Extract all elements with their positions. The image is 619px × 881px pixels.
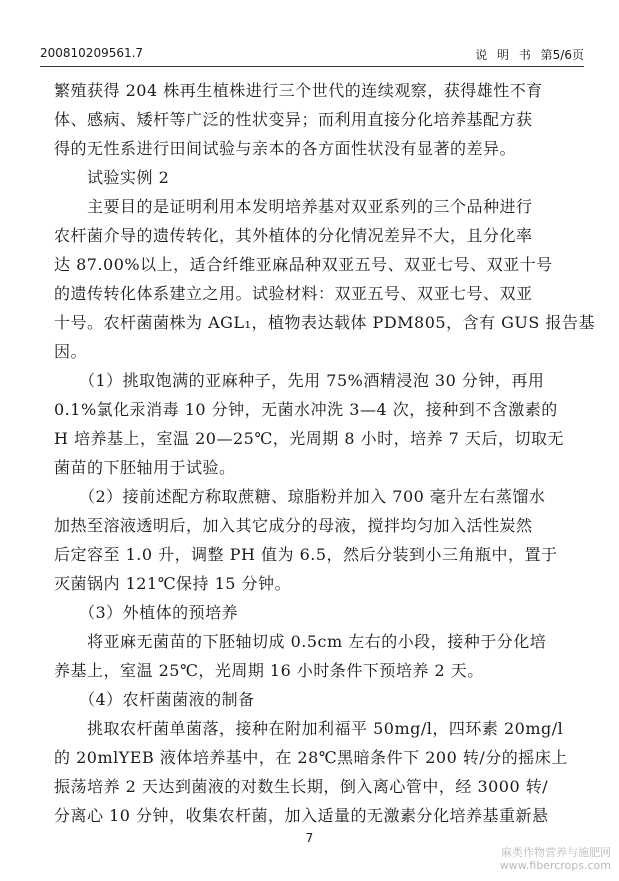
- text-line: 菌苗的下胚轴用于试验。: [54, 458, 236, 477]
- page-number: 7: [305, 831, 314, 845]
- text-line: （2）接前述配方称取蔗糖、琼脂粉并加入 700 毫升左右蒸馏水: [54, 487, 546, 506]
- text-line: 灭菌锅内 121℃保持 15 分钟。: [54, 574, 292, 593]
- body-text: [54, 76, 595, 830]
- document-type: 说 明 书: [475, 48, 531, 62]
- text-line: 农杆菌介导的遗传转化，其外植体的分化情况差异不大，且分化率: [54, 226, 533, 245]
- text-line: 主要目的是证明利用本发明培养基对双亚系列的三个品种进行: [54, 197, 533, 216]
- document-number: 200810209561.7: [40, 46, 144, 60]
- header-page-info: [475, 46, 584, 63]
- text-line: （3）外植体的预培养: [54, 603, 239, 622]
- page-fraction: 第5/6页: [540, 48, 584, 62]
- text-line: 达 87.00%以上，适合纤维亚麻品种双亚五号、双亚七号、双亚十号: [54, 255, 553, 274]
- text-line: 试验实例 2: [54, 168, 170, 187]
- text-line: 加热至溶液透明后，加入其它成分的母液，搅拌均匀加入活性炭然: [54, 516, 533, 535]
- watermark-url: www.fibercrops.com: [499, 859, 611, 872]
- text-line: 0.1%氯化汞消毒 10 分钟，无菌水冲洗 3—4 次，接种到不含激素的: [54, 400, 558, 419]
- text-line: 振荡培养 2 天达到菌液的对数生长期，倒入离心管中，经 3000 转/: [54, 777, 549, 796]
- text-line: 得的无性系进行田间试验与亲本的各方面性状没有显著的差异。: [54, 139, 517, 158]
- text-line: （1）挑取饱满的亚麻种子，先用 75%酒精浸泡 30 分钟，再用: [54, 371, 545, 390]
- text-line: 挑取农杆菌单菌落，接种在附加利福平 50mg/l，四环素 20mg/l: [54, 719, 564, 738]
- text-line: 养基上，室温 25℃，光周期 16 小时条件下预培养 2 天。: [54, 661, 484, 680]
- page-header: [40, 46, 584, 66]
- text-line: 繁殖获得 204 株再生植株进行三个世代的连续观察，获得雄性不育: [54, 81, 543, 100]
- text-line: 因。: [54, 342, 88, 361]
- header-rule: [40, 66, 584, 67]
- text-line: H 培养基上，室温 20—25℃，光周期 8 小时，培养 7 天后，切取无: [54, 429, 564, 448]
- watermark-site-name: 麻类作物营养与施肥网: [501, 846, 611, 859]
- text-line: 后定容至 1.0 升，调整 PH 值为 6.5，然后分装到小三角瓶中，置于: [54, 545, 558, 564]
- text-line: （4）农杆菌菌液的制备: [54, 690, 255, 709]
- text-line: 体、感病、矮杆等广泛的性状变异；而利用直接分化培养基配方获: [54, 110, 533, 129]
- text-line: 分离心 10 分钟，收集农杆菌，加入适量的无激素分化培养基重新悬: [54, 806, 549, 825]
- text-line: 的遗传转化体系建立之用。试验材料：双亚五号、双亚七号、双亚: [54, 284, 533, 303]
- text-line: 的 20mlYEB 液体培养基中，在 28℃黑暗条件下 200 转/分的摇床上: [54, 748, 568, 767]
- text-line: 将亚麻无菌苗的下胚轴切成 0.5cm 左右的小段，接种于分化培: [54, 632, 547, 651]
- watermark: [500, 846, 611, 872]
- text-line: 十号。农杆菌菌株为 AGL₁，植物表达载体 PDM805，含有 GUS 报告基: [54, 313, 595, 332]
